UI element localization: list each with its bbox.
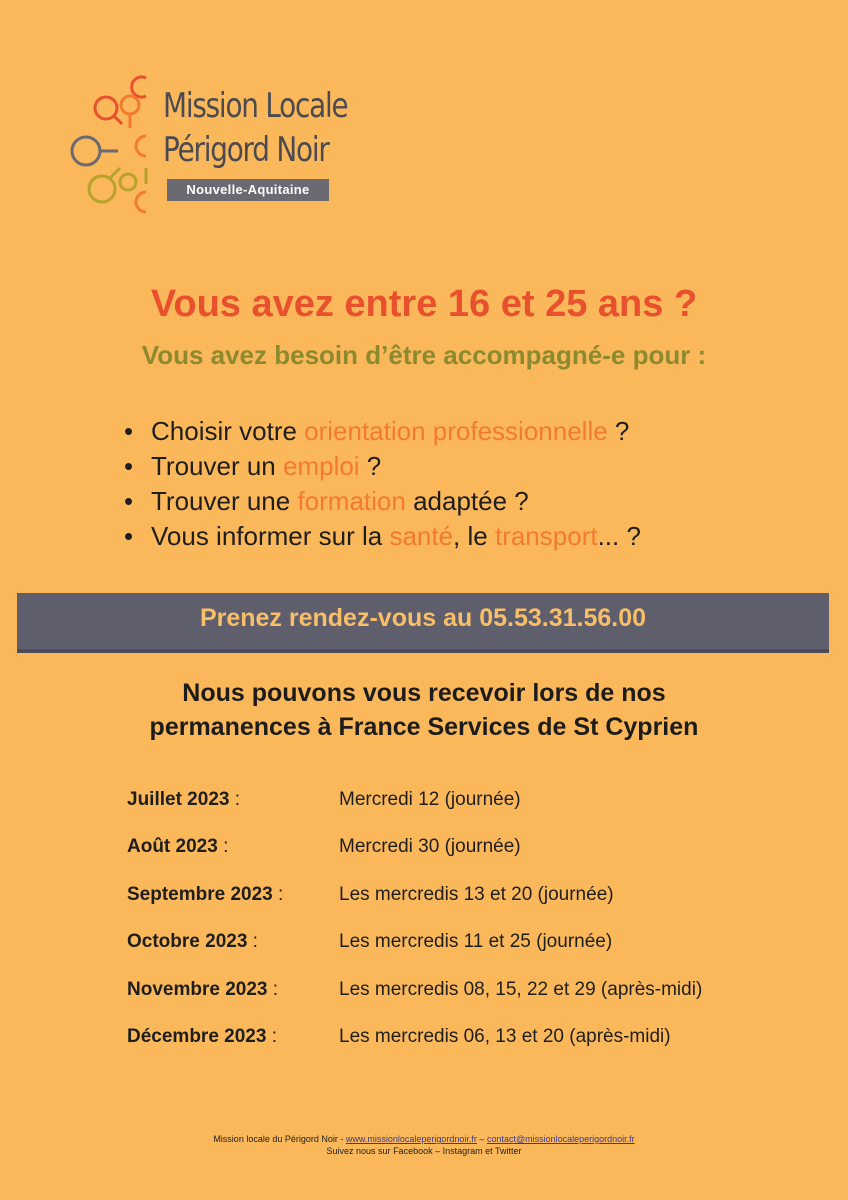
schedule-row bbox=[127, 831, 767, 878]
schedule-row bbox=[127, 1021, 767, 1068]
logo-title-line1: Mission Locale bbox=[163, 86, 348, 126]
item-text: , le bbox=[453, 521, 495, 551]
item-text: Vous informer sur la bbox=[151, 521, 390, 551]
schedule-month: Août 2023 : bbox=[127, 836, 229, 858]
footer-contact-line bbox=[0, 1133, 848, 1145]
schedule-month: Novembre 2023 : bbox=[127, 978, 279, 1000]
schedule-month: Septembre 2023 : bbox=[127, 883, 284, 905]
region-badge: Nouvelle-Aquitaine bbox=[167, 179, 329, 201]
highlight-text: emploi bbox=[282, 451, 360, 481]
highlight-text: santé bbox=[389, 521, 454, 551]
schedule-dates: Mercredi 30 (journée) bbox=[339, 836, 521, 858]
item-text: ? bbox=[607, 416, 630, 446]
item-text: Trouver une bbox=[151, 486, 298, 516]
schedule-dates: Les mercredis 13 et 20 (journée) bbox=[339, 883, 614, 905]
list-item bbox=[124, 484, 641, 519]
list-item bbox=[124, 449, 641, 484]
list-item bbox=[124, 414, 641, 449]
schedule-row bbox=[127, 879, 767, 926]
headline: Vous avez entre 16 et 25 ans ? bbox=[150, 283, 698, 325]
schedule-table bbox=[127, 784, 767, 1068]
permanence-heading-line2: permanences à France Services de St Cyprien bbox=[149, 713, 699, 741]
logo-title-line2: Périgord Noir bbox=[163, 130, 329, 170]
schedule-month: Décembre 2023 : bbox=[127, 1025, 277, 1047]
schedule-row bbox=[127, 784, 767, 831]
schedule-dates: Mercredi 12 (journée) bbox=[339, 789, 521, 810]
schedule-dates: Les mercredis 11 et 25 (journée) bbox=[339, 931, 613, 953]
highlight-text: transport bbox=[494, 521, 598, 551]
magnifier-circles-icon bbox=[66, 72, 166, 222]
needs-list bbox=[124, 414, 641, 554]
bullet: • bbox=[124, 486, 134, 516]
schedule-month: Octobre 2023 : bbox=[127, 931, 258, 953]
bullet: • bbox=[124, 416, 134, 446]
footer-social-line: Suivez nous sur Facebook – Instagram et Twitter bbox=[326, 1146, 522, 1156]
footer bbox=[0, 1133, 848, 1157]
item-text: Choisir votre bbox=[151, 416, 305, 446]
schedule-row bbox=[127, 926, 767, 973]
permanence-heading bbox=[0, 676, 848, 744]
highlight-text: formation bbox=[297, 486, 406, 516]
footer-separator: – bbox=[476, 1134, 487, 1144]
item-text: ? bbox=[359, 451, 382, 481]
list-item bbox=[124, 519, 641, 554]
highlight-text: orientation professionnelle bbox=[304, 416, 608, 446]
email-link[interactable]: contact@missionlocaleperigordnoir.fr bbox=[486, 1134, 635, 1144]
schedule-dates: Les mercredis 08, 15, 22 et 29 (après-midi) bbox=[339, 978, 703, 1000]
schedule-month: Juillet 2023 : bbox=[127, 789, 241, 810]
website-link[interactable]: www.missionlocaleperigordnoir.fr bbox=[345, 1134, 477, 1144]
appointment-banner: Prenez rendez-vous au 05.53.31.56.00 bbox=[17, 593, 829, 653]
footer-org: Mission locale du Périgord Noir - bbox=[213, 1134, 346, 1144]
item-text: ... ? bbox=[597, 521, 641, 551]
schedule-row bbox=[127, 974, 767, 1021]
subheadline: Vous avez besoin d’être accompagné-e pour : bbox=[141, 340, 707, 370]
permanence-heading-line1: Nous pouvons vous recevoir lors de nos bbox=[182, 679, 666, 707]
bullet: • bbox=[124, 521, 134, 551]
item-text: adaptée ? bbox=[405, 486, 529, 516]
item-text: Trouver un bbox=[151, 451, 283, 481]
schedule-dates: Les mercredis 06, 13 et 20 (après-midi) bbox=[339, 1025, 671, 1047]
logo bbox=[66, 72, 376, 222]
bullet: • bbox=[124, 451, 134, 481]
